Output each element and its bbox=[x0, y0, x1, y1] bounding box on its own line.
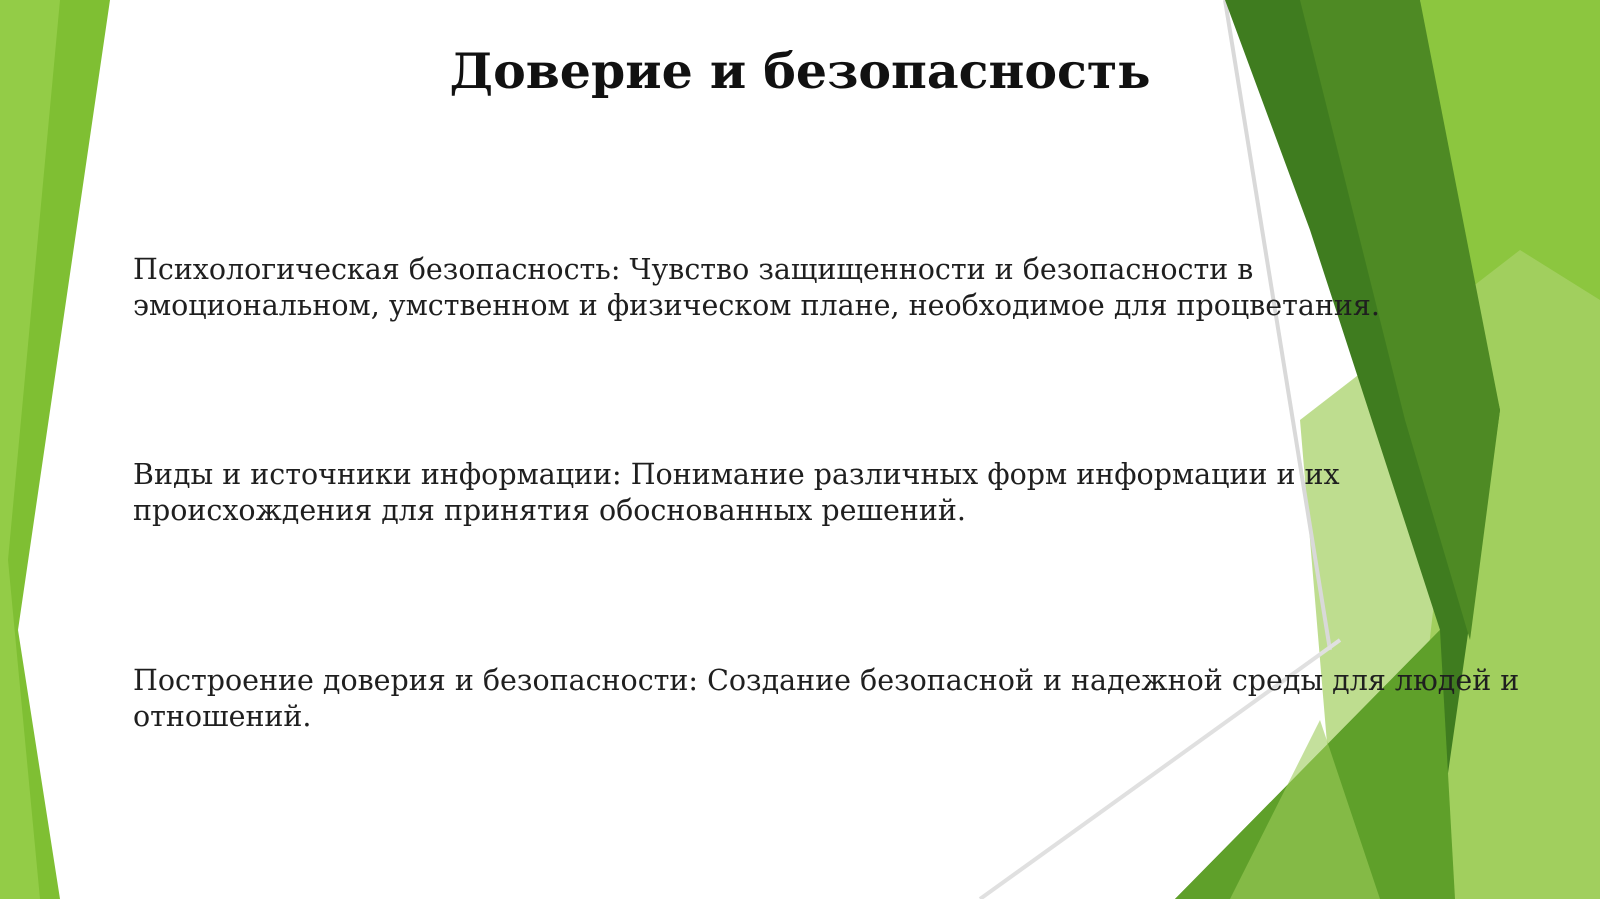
slide-title: Доверие и безопасность bbox=[449, 42, 1151, 100]
bullet-2-line-1: Виды и источники информации: Понимание различных форм информации и их bbox=[133, 458, 1340, 491]
bullet-information-sources bbox=[133, 457, 1553, 529]
bullet-1-line-2: эмоциональном, умственном и физическом плане, необходимое для процветания. bbox=[133, 289, 1380, 322]
bullet-2-line-2: происхождения для принятия обоснованных решений. bbox=[133, 494, 966, 527]
bullet-psychological-safety bbox=[133, 252, 1553, 324]
bullet-building-trust bbox=[133, 663, 1553, 735]
bullet-3-line-2: отношений. bbox=[133, 700, 312, 733]
bullet-3-line-1: Построение доверия и безопасности: Создание безопасной и надежной среды для людей и bbox=[133, 664, 1520, 697]
bullet-1-line-1: Психологическая безопасность: Чувство защищенности и безопасности в bbox=[133, 253, 1254, 286]
